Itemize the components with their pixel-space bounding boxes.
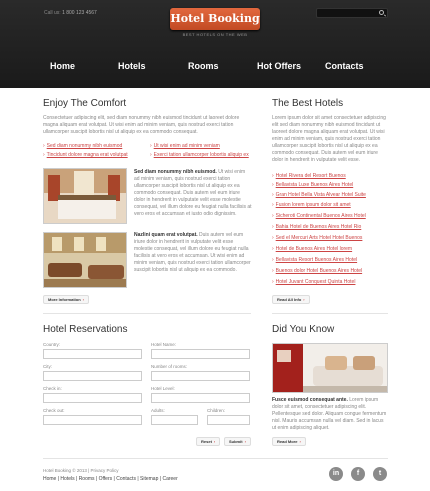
nav-hotels[interactable]: Hotels [118, 61, 146, 71]
best-hotel-link[interactable]: › Fusion lorem ipsum dolor sit amet [272, 202, 351, 208]
best-hotel-link[interactable]: › Bellavista Resort Buenos Aires Hotel [272, 257, 357, 263]
comfort-item-2-text: Duis autem vel eum iriure dolor in hendrerit in vulputate velit esse molestie consequat, vel illum dolore eu feugiat nulla facilisis at vero eros et accumsan. Ut wisi enim ad minim veniam, quis nostrud exerci tation ullamcorper suscipit lobortis nisl ut aliquip ex ea commodo. [134, 232, 251, 273]
footer-link-career[interactable]: Career [162, 476, 178, 482]
best-hotels-intro: Lorem ipsum dolor sit amet consectetuer adipiscing elit sed diam nonummy nibh euismod tincidunt ut laoreet dolore magna aliquam erat volutpat. Ut wisi enim ad minim veniam, quis nostrud exerci tation ullamcorper suscipit lobortis nisl ut aliquip ex ea commodo consequat. Duis autem vel eum iriure dolor in hendrerit in vulputate velit esse. [272, 115, 386, 163]
arrow-right-icon: › [213, 439, 216, 444]
logo[interactable] [170, 8, 260, 30]
city-label: City: [43, 364, 52, 369]
did-you-know-text [272, 397, 388, 432]
comfort-link-3[interactable]: › Tincidunt dolore magna erat volutpat [43, 152, 128, 158]
footer-nav: Home | Hotels | Rooms | Offers | Contacts | Sitemap | Career [43, 476, 178, 482]
adults-field[interactable] [151, 415, 198, 425]
phone-value: 1 800 123 4567 [62, 10, 97, 16]
twitter-icon[interactable]: t [373, 467, 387, 481]
comfort-link-1[interactable]: › Sed diam nonummy nibh euismod [43, 143, 122, 149]
hotel-level-field[interactable] [151, 393, 250, 403]
logo-text: Hotel Booking [170, 12, 260, 25]
hotel-level-label: Hotel Level: [151, 386, 175, 391]
best-hotel-link[interactable]: › Bellavista Luxe Buenos Aires Hotel [272, 182, 353, 188]
check-in-field[interactable] [43, 393, 142, 403]
children-field[interactable] [207, 415, 250, 425]
check-out-field[interactable] [43, 415, 142, 425]
tagline: BEST HOTELS ON THE WEB [182, 32, 248, 37]
reset-label: Reset [201, 439, 212, 444]
nav-hot-offers[interactable]: Hot Offers [257, 61, 302, 71]
comfort-item-1 [134, 169, 252, 218]
comfort-title: Enjoy The Comfort [43, 98, 127, 109]
children-label: Children: [207, 408, 226, 413]
submit-label: Submit [229, 439, 243, 444]
footer-link-home[interactable]: Home [43, 476, 57, 482]
check-out-label: Check out: [43, 408, 65, 413]
site-header [0, 0, 430, 88]
country-field[interactable] [43, 349, 142, 359]
footer-divider [43, 458, 388, 459]
copyright: Hotel Booking © 2013 | Privacy Policy [43, 468, 119, 473]
arrow-right-icon: › [303, 297, 305, 302]
did-you-know-title: Did You Know [272, 324, 335, 335]
best-hotel-link[interactable]: › Hotel de Buenos Aires Hotel lorem [272, 246, 352, 252]
hotel-lounge-photo [43, 232, 127, 288]
comfort-item-2-title: Nazlini quam erat volutpat. [134, 232, 198, 238]
facebook-icon[interactable]: f [351, 467, 365, 481]
did-you-know-body: Lorem ipsum dolor sit amet, consectetuer adipiscing elit. Pellentesque sed dolor. Aliquam congue fermentum nisl. Mauris accumsan nulla vel diam. Sed in lacus ut enim adipiscing aliquet. [272, 397, 387, 431]
read-more-label: Read More [277, 439, 298, 444]
footer-link-offers[interactable]: Offers [98, 476, 113, 482]
hotel-name-field[interactable] [151, 349, 250, 359]
arrow-right-icon: › [82, 297, 85, 302]
read-all-info-label: Read All Info [277, 297, 302, 302]
city-field[interactable] [43, 371, 142, 381]
divider [272, 313, 388, 314]
phone-prefix: Call us: [44, 10, 61, 16]
best-hotel-link[interactable]: › Hotel Rivera del Resort Buenos [272, 173, 346, 179]
nav-rooms[interactable]: Rooms [188, 61, 219, 71]
check-in-label: Check in: [43, 386, 62, 391]
arrow-right-icon: › [244, 439, 246, 444]
best-hotel-link[interactable]: › Sicheroti Continental Buenos Aires Hotel [272, 213, 366, 219]
comfort-item-2 [134, 232, 252, 274]
nav-contacts[interactable]: Contacts [325, 61, 364, 71]
hotel-name-label: Hotel Name: [151, 342, 177, 347]
hotel-room-photo [43, 168, 127, 224]
adults-label: Adults: [151, 408, 165, 413]
linkedin-icon[interactable]: in [329, 467, 343, 481]
reservations-title: Hotel Reservations [43, 324, 128, 335]
comfort-item-1-title: Sed diam nonummy nibh euismod. [134, 169, 217, 175]
phone-number [44, 10, 97, 16]
best-hotel-link[interactable]: › Sed el Mercuri Arts Hotel Hotel Buenos [272, 235, 362, 241]
best-hotel-link[interactable]: › Bahia Hotel de Buenos Aires Hotel Rio [272, 224, 361, 230]
divider [43, 313, 251, 314]
rooms-field[interactable] [151, 371, 250, 381]
comfort-link-4[interactable]: › Exerci tation ullamcorper lobortis aliquip ex [150, 152, 249, 158]
nav-home[interactable]: Home [50, 61, 76, 71]
country-label: Country: [43, 342, 61, 347]
did-you-know-lead: Fusce euismod consequat ante. [272, 397, 348, 403]
best-hotel-link[interactable]: › Buenos dolor Hotel Buenos Aires Hotel [272, 268, 362, 274]
best-hotels-title: The Best Hotels [272, 98, 344, 109]
best-hotel-link[interactable]: › Hotel Juvant Conquest Quinta Hotel [272, 279, 355, 285]
read-more-button[interactable] [272, 437, 306, 446]
search-input[interactable] [316, 8, 388, 18]
hotel-room-photo [272, 343, 388, 393]
footer-link-sitemap[interactable]: Sitemap [140, 476, 159, 482]
more-information-label: More Information [48, 297, 81, 302]
footer-link-contacts[interactable]: Contacts [116, 476, 136, 482]
arrow-right-icon: › [299, 439, 301, 444]
more-information-button[interactable] [43, 295, 89, 304]
footer-link-hotels[interactable]: Hotels [60, 476, 75, 482]
comfort-link-2[interactable]: › Ut wisi enim ad minim veniam [150, 143, 220, 149]
comfort-intro: Consectetuer adipiscing elit, sed diam nonummy nibh euismod tincidunt ut laoreet dolore magna aliquam erat volutpat. Ut wisi enim ad minim veniam, quis nostrud exerci tation ullamcorper suscipit lobortis nisl ut aliquip ex ea commodo consequat. [43, 115, 240, 135]
main-nav [0, 52, 430, 80]
rooms-label: Number of rooms: [151, 364, 188, 369]
footer-link-rooms[interactable]: Rooms [78, 476, 95, 482]
submit-button[interactable] [224, 437, 251, 446]
reset-button[interactable] [196, 437, 220, 446]
search-icon[interactable] [379, 10, 384, 15]
read-all-info-button[interactable] [272, 295, 310, 304]
comfort-item-1-text: Ut wisi enim ad minim veniam, quis nostrud exerci tation ullamcorper suscipit lobortis nisl ut aliquip ex ea commodo consequat. Duis autem vel eum iriure dolor in hendrerit in vulputate velit esse molestie consequat, vel illum dolore eu feugiat nulla facilisis at vero eros et accumsan et iusto odio dignissim. [134, 169, 252, 217]
best-hotel-link[interactable]: › Gran Hotel Bella Vista Alvear Hotel Suite [272, 192, 366, 198]
